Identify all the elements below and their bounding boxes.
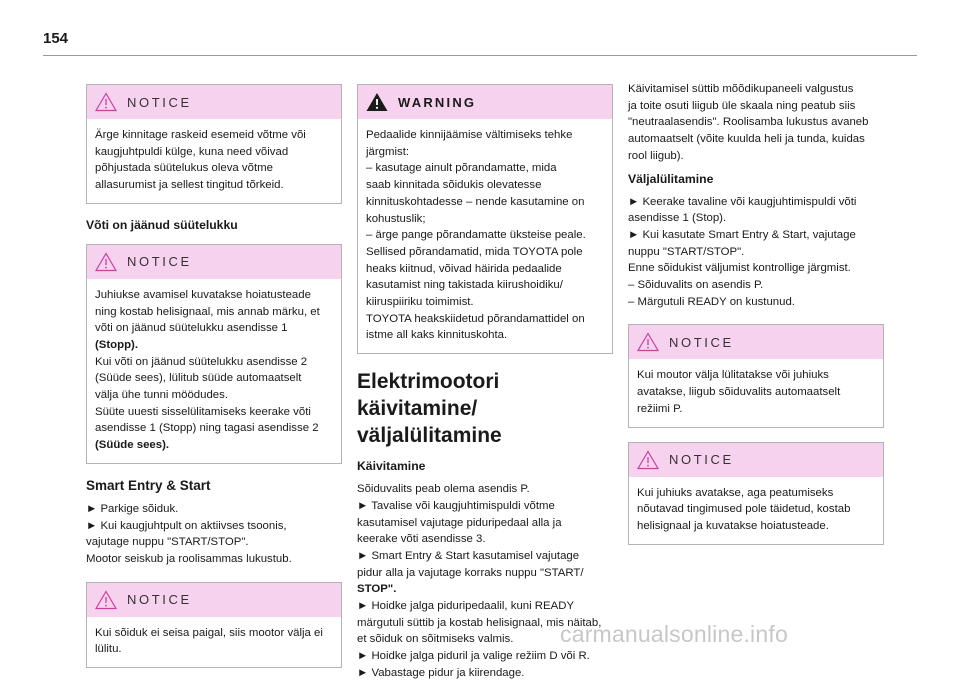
text-line: (Stopp). bbox=[95, 338, 139, 351]
text-line: välja ühe tunni möödudes. bbox=[95, 389, 228, 402]
notice-box bbox=[86, 582, 342, 668]
text-line: rool liigub). bbox=[628, 149, 684, 162]
notice-box bbox=[86, 84, 342, 204]
text-line: heaks kiitnud, võivad häirida pedaalide bbox=[366, 262, 562, 275]
text-line: ning kostab helisignaal, mis annab märku, et bbox=[95, 305, 320, 318]
text-line: Juhiukse avamisel kuvatakse hoiatusteade bbox=[95, 288, 311, 301]
text-line: – Märgutuli READY on kustunud. bbox=[628, 295, 795, 308]
text-line: kinnituskohtadesse – nende kasutamine on bbox=[366, 195, 585, 208]
text-line: Mootor seiskub ja roolisammas lukustub. bbox=[86, 552, 292, 565]
text-line: allasurumist ja sellest tingitud tõrkeid. bbox=[95, 179, 284, 192]
text-line: ► Kui kasutate Smart Entry & Start, vajutage bbox=[628, 228, 856, 241]
notice-header bbox=[87, 583, 341, 617]
text-line: põhjustada süütelukus oleva võtme bbox=[95, 162, 273, 175]
text-line: ► Hoidke jalga piduril ja valige režiim D või R. bbox=[357, 650, 590, 663]
notice-header bbox=[629, 443, 883, 477]
text-line: Kui moutor välja lülitatakse või juhiuks bbox=[637, 369, 829, 382]
text-line: – Sõiduvalits on asendis P. bbox=[628, 279, 764, 292]
text-line: järgmist: bbox=[366, 145, 410, 158]
notice-text bbox=[629, 477, 883, 544]
notice-text bbox=[87, 617, 341, 667]
warning-triangle-icon bbox=[637, 332, 659, 352]
text-line: istme all kaks kinnituskohta. bbox=[366, 329, 508, 342]
text-line: avatakse, liigub sõiduvalits automaatselt bbox=[637, 386, 841, 399]
watermark: carmanualsonline.info bbox=[560, 621, 788, 647]
text-line: Süüte uuesti sisselülitamiseks keerake võti bbox=[95, 405, 311, 418]
subheading: Smart Entry & Start bbox=[86, 477, 211, 493]
warning-text bbox=[358, 119, 612, 353]
subheading: Käivitamine bbox=[357, 459, 426, 474]
notice-box bbox=[86, 244, 342, 464]
text-line: TOYOTA heakskiidetud põrandamattidel on bbox=[366, 312, 585, 325]
warning-box bbox=[357, 84, 613, 354]
text-line: (Süüde sees), lülitub süüde automaatselt bbox=[95, 372, 302, 385]
text-line: – kasutage ainult põrandamatte, mida bbox=[366, 162, 557, 175]
notice-text bbox=[87, 279, 341, 463]
column-1 bbox=[86, 84, 342, 682]
text-line: ja toite osuti liigub üle skaala ning peatub siis bbox=[628, 99, 856, 112]
notice-box bbox=[628, 442, 884, 545]
text-line: märgutuli süttib ja kostab helisignaal, mis näitab, bbox=[357, 616, 602, 629]
notice-header bbox=[87, 85, 341, 119]
text-line: et sõiduk on sõitmiseks valmis. bbox=[357, 633, 514, 646]
subheading: Võti on jäänud süütelukku bbox=[86, 217, 238, 232]
notice-header bbox=[87, 245, 341, 279]
page-number: 154 bbox=[43, 30, 69, 47]
notice-text bbox=[87, 119, 341, 203]
text-line: ► Hoidke jalga piduripedaalil, kuni READY bbox=[357, 600, 575, 613]
text-line: kohustuslik; bbox=[366, 212, 426, 225]
section-title bbox=[357, 368, 613, 449]
text-line: ► Smart Entry & Start kasutamisel vajutage bbox=[357, 549, 580, 562]
section-title-line: väljalülitamine bbox=[357, 424, 502, 448]
text-line: Enne sõidukist väljumist kontrollige järgmist. bbox=[628, 262, 851, 275]
notice-title: NOTICE bbox=[127, 592, 192, 608]
text-line: režiimi P. bbox=[637, 402, 683, 415]
text-line: kiiruspiiriku toimimist. bbox=[366, 296, 474, 309]
text-line: Sellised põrandamatid, mida TOYOTA pole bbox=[366, 245, 583, 258]
text-line: – ärge pange põrandamatte üksteise peale. bbox=[366, 229, 586, 242]
text-line: kaugjuhtpuldi külge, kuna need võivad bbox=[95, 145, 289, 158]
text-line: Kui sõiduk ei seisa paigal, siis mootor välja ei bbox=[95, 626, 323, 639]
text-line: Kui võti on jäänud süütelukku asendisse 2 bbox=[95, 355, 308, 368]
warning-header bbox=[358, 85, 612, 119]
notice-title: NOTICE bbox=[669, 452, 734, 468]
text-line: Pedaalide kinnijäämise vältimiseks tehke bbox=[366, 129, 573, 141]
warning-title: WARNING bbox=[398, 94, 477, 110]
text-line: Kui juhiuks avatakse, aga peatumiseks bbox=[637, 486, 834, 499]
warning-triangle-icon bbox=[95, 92, 117, 112]
text-line: (Süüde sees). bbox=[95, 439, 170, 452]
body-text bbox=[357, 481, 613, 681]
column-2 bbox=[357, 84, 613, 682]
text-line: ► Keerake tavaline või kaugjuhtimispuldi võti bbox=[628, 195, 857, 208]
text-line: asendisse 1 (Stopp) ning tagasi asendisse 2 bbox=[95, 422, 319, 435]
text-line: ► Parkige sõiduk. bbox=[86, 502, 179, 515]
notice-box bbox=[628, 324, 884, 427]
text-line: kasutamisel vajutage piduripedaal alla ja bbox=[357, 516, 562, 529]
text-line: nuppu "START/STOP". bbox=[628, 245, 745, 258]
body-text bbox=[86, 501, 342, 568]
text-line: "neutraalasendis". Roolisamba lukustus avaneb bbox=[628, 116, 869, 129]
text-line: automaatselt (võite kuulda heli ja tunda, kuidas bbox=[628, 133, 865, 146]
body-text bbox=[628, 194, 884, 311]
text-line: STOP". bbox=[357, 583, 397, 596]
column-3 bbox=[628, 81, 884, 559]
text-line: ► Vabastage pidur ja kiirendage. bbox=[357, 666, 525, 679]
warning-triangle-icon bbox=[637, 450, 659, 470]
section-title-line: Elektrimootori käivitamine/ bbox=[357, 370, 500, 421]
text-line: kasutamist ning takistada kiirushoidiku/ bbox=[366, 279, 563, 292]
text-line: võti on jäänud süütelukku asendisse 1 bbox=[95, 322, 288, 335]
notice-title: NOTICE bbox=[127, 254, 192, 270]
text-line: ► Kui kaugjuhtpult on aktiivses tsoonis, bbox=[86, 519, 287, 532]
text-line: pidur alla ja vajutage korraks nuppu "START/ bbox=[357, 566, 584, 579]
notice-header bbox=[629, 325, 883, 359]
notice-title: NOTICE bbox=[127, 94, 192, 110]
subheading: Väljalülitamine bbox=[628, 171, 714, 186]
text-line: saab kinnitada sõidukis olevatesse bbox=[366, 179, 542, 192]
text-line: asendisse 1 (Stop). bbox=[628, 212, 727, 225]
notice-text bbox=[629, 359, 883, 426]
text-line: Ärge kinnitage raskeid esemeid võtme või bbox=[95, 129, 306, 141]
text-line: lülitu. bbox=[95, 643, 122, 656]
header-divider bbox=[43, 55, 917, 56]
warning-triangle-icon bbox=[95, 590, 117, 610]
notice-title: NOTICE bbox=[669, 334, 734, 350]
text-line: Käivitamisel süttib mõõdikupaneeli valgustus bbox=[628, 83, 854, 95]
text-line: nõutavad tingimused pole täidetud, kostab bbox=[637, 503, 851, 516]
warning-triangle-icon bbox=[366, 92, 388, 112]
text-line: helisignaal ja kuvatakse hoiatusteade. bbox=[637, 519, 829, 532]
text-line: keerake võti asendisse 3. bbox=[357, 533, 486, 546]
warning-triangle-icon bbox=[95, 252, 117, 272]
text-line: Sõiduvalits peab olema asendis P. bbox=[357, 483, 530, 496]
text-line: vajutage nuppu "START/STOP". bbox=[86, 536, 249, 549]
body-text bbox=[628, 81, 884, 165]
text-line: ► Tavalise või kaugjuhtimispuldi võtme bbox=[357, 499, 555, 512]
